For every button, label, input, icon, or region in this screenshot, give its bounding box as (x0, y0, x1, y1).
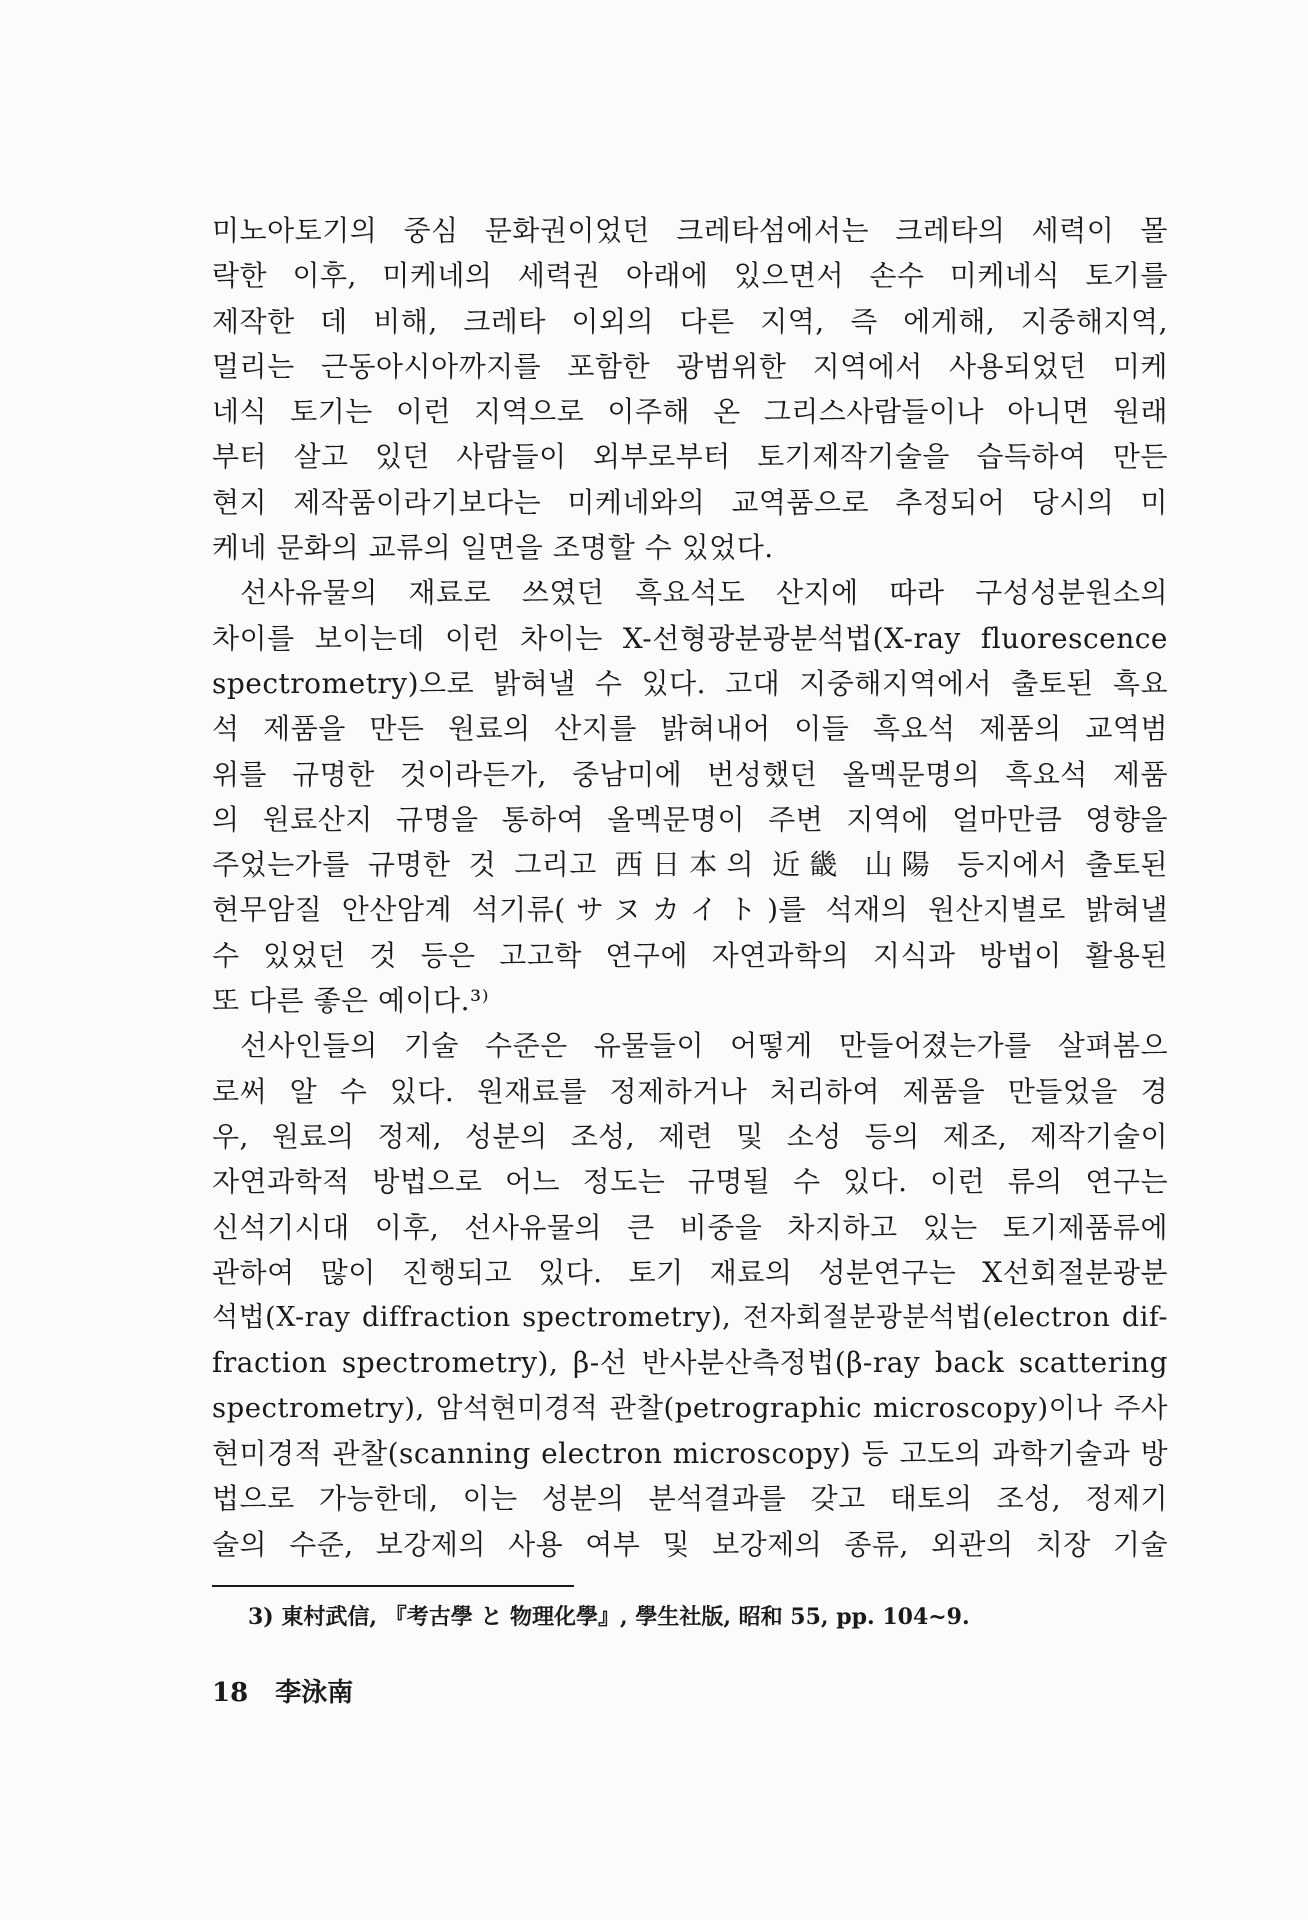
text-line: spectrometry), 암석현미경적 관찰(petrographic microscopy)이나 주사 (212, 1391, 1168, 1424)
text-line: 수 있었던 것 등은 고고학 연구에 자연과학의 지식과 방법이 활용된 (212, 938, 1168, 972)
page-number: 18 (212, 1678, 249, 1708)
footnote-divider (212, 1585, 574, 1587)
text-line: 차이를 보이는데 이런 차이는 X-선형광분광분석법(X-ray fluorescence (212, 621, 1168, 655)
text-line: 관하여 많이 진행되고 있다. 토기 재료의 성분연구는 X선회절분광분 (212, 1255, 1168, 1289)
text-line: 멀리는 근동아시아까지를 포함한 광범위한 지역에서 사용되었던 미케 (212, 349, 1168, 383)
page-footer (212, 1673, 353, 1713)
text-line: 미노아토기의 중심 문화권이었던 크레타섬에서는 크레타의 세력이 몰 (212, 214, 1168, 247)
text-line: 의 원료산지 규명을 통하여 올멕문명이 주변 지역에 얼마만큼 영향을 (212, 802, 1168, 836)
text-line: 석법(X-ray diffraction spectrometry), 전자회절분광분석법(electron dif- (212, 1302, 1168, 1334)
text-line: 우, 원료의 정제, 성분의 조성, 제련 및 소성 등의 제조, 제작기술이 (212, 1119, 1168, 1153)
text-line: 락한 이후, 미케네의 세력권 아래에 있으면서 손수 미케네식 토기를 (212, 259, 1168, 293)
text-line: 제작한 데 비해, 크레타 이외의 다른 지역, 즉 에게해, 지중해지역, (212, 304, 1168, 338)
text-line: 현미경적 관찰(scanning electron microscopy) 등 고도의 과학기술과 방 (212, 1437, 1168, 1471)
author-name: 李泳南 (275, 1678, 354, 1708)
text-line: 케네 문화의 교류의 일면을 조명할 수 있었다. (212, 531, 774, 565)
text-line: 선사유물의 재료로 쓰였던 흑요석도 산지에 따라 구성성분원소의 (240, 576, 1168, 610)
text-line: 위를 규명한 것이라든가, 중남미에 번성했던 올멕문명의 흑요석 제품 (212, 757, 1168, 791)
text-line: 선사인들의 기술 수준은 유물들이 어떻게 만들어졌는가를 살펴봄으 (240, 1029, 1168, 1063)
body-text (212, 208, 1168, 1567)
text-line: spectrometry)으로 밝혀낼 수 있다. 고대 지중해지역에서 출토된 흑요 (212, 666, 1168, 700)
text-line: 또 다른 좋은 예이다.³⁾ (212, 984, 490, 1018)
text-line: 법으로 가능한데, 이는 성분의 분석결과를 갖고 태토의 조성, 정제기 (212, 1482, 1168, 1516)
text-line: 신석기시대 이후, 선사유물의 큰 비중을 차지하고 있는 토기제품류에 (212, 1210, 1168, 1244)
text-line: 술의 수준, 보강제의 사용 여부 및 보강제의 종류, 외관의 치장 기술 (212, 1527, 1168, 1561)
text-line: 자연과학적 방법으로 어느 정도는 규명될 수 있다. 이런 류의 연구는 (212, 1165, 1168, 1199)
text-line: 네식 토기는 이런 지역으로 이주해 온 그리스사람들이나 아니면 원래 (212, 395, 1168, 429)
footnote: 3) 東村武信, 『考古學 と 物理化學』, 學生社版, 昭和 55, pp. 104~9. (248, 1604, 970, 1630)
text-line: 부터 살고 있던 사람들이 외부로부터 토기제작기술을 습득하여 만든 (212, 440, 1168, 474)
text-line: fraction spectrometry), β-선 반사분산측정법(β-ray back scattering (212, 1346, 1168, 1380)
text-line: 현무암질 안산암계 석기류(サヌカイト)를 석재의 원산지별로 밝혀낼 (212, 893, 1168, 927)
text-line: 현지 제작품이라기보다는 미케네와의 교역품으로 추정되어 당시의 미 (212, 485, 1168, 519)
text-line: 주었는가를 규명한 것 그리고 西日本의 近畿 山陽 등지에서 출토된 (212, 848, 1168, 882)
text-line: 로써 알 수 있다. 원재료를 정제하거나 처리하여 제품을 만들었을 경 (212, 1074, 1168, 1108)
text-line: 석 제품을 만든 원료의 산지를 밝혀내어 이들 흑요석 제품의 교역범 (212, 712, 1168, 746)
